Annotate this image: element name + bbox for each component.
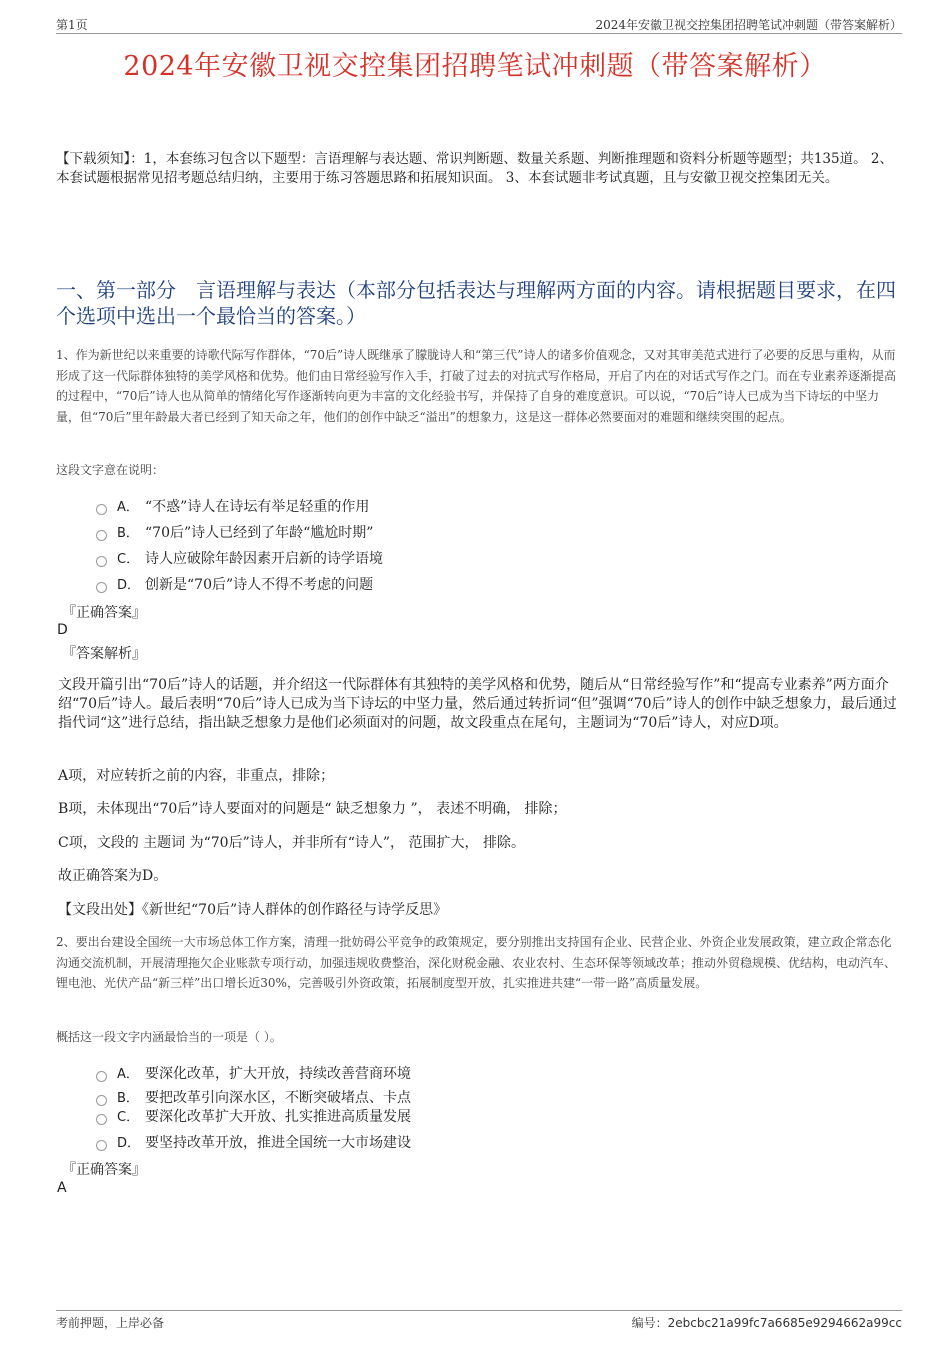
radio-icon[interactable] [96,1140,107,1151]
download-notice: 【下载须知】：1，本套练习包含以下题型：言语理解与表达题、常识判断题、数量关系题、判断推理题和资料分析题等题型；共135道。 2、本套试题根据常见招考题总结归纳，主要用于练习答题思路和拓展知识面。 3、本套试题非考试真题，且与安徽卫视交控集团无关。 [56,151,893,186]
question-2-prompt: 概括这一段文字内涵最恰当的一项是（ ）。 [56,1030,282,1044]
q1-option-b[interactable] [96,522,373,542]
q1-analysis: 文段开篇引出“70后”诗人的话题，并介绍这一代际群体有其独特的美学风格和优势，随后从“日常经验写作”和“提高专业素养”两方面介绍“70后”诗人。最后表明“70后”诗人已成为当下诗坛的中坚力量，然后通过转折词“但”强调“70后”诗人的创作中缺乏想象力，最后通过指代词“这”进行总结，指出缺乏想象力是他们必须面对的问题，故文段重点在尾句，主题词为“70后”诗人，对应D项。 [58,677,897,731]
option-text: “70后”诗人已经到了年龄“尴尬时期” [145,525,374,541]
page-title: 2024年安徽卫视交控集团招聘笔试冲刺题（带答案解析） [123,51,827,82]
q1-answer-label: 『正确答案』 [62,605,146,621]
radio-icon[interactable] [96,582,107,593]
q1-note-b: B项，未体现出“70后”诗人要面对的问题是“ 缺乏想象力 ”， 表述不明确， 排除； [58,801,567,817]
option-text: 要深化改革扩大开放、扎实推进高质量发展 [145,1109,411,1125]
radio-icon[interactable] [96,504,107,515]
q2-answer: A [57,1180,67,1196]
q1-option-c[interactable] [96,548,383,568]
q1-note-c: C项，文段的 主题词 为“70后”诗人，并非所有“诗人”， 范围扩大， 排除。 [58,835,525,851]
q1-answer: D [57,622,68,638]
section-heading: 一、第一部分 言语理解与表达（本部分包括表达与理解两方面的内容。请根据题目要求，在四个选项中选出一个最恰当的答案。） [56,278,896,328]
q1-analysis-label: 『答案解析』 [62,646,146,662]
footer-rule [56,1310,902,1311]
radio-icon[interactable] [96,556,107,567]
question-1-prompt: 这段文字意在说明： [56,463,165,477]
option-letter: B． [117,1091,139,1106]
option-letter: C． [117,1110,140,1125]
option-text: “不惑”诗人在诗坛有举足轻重的作用 [145,499,370,515]
option-letter: D． [117,578,141,593]
q2-option-b[interactable] [96,1087,411,1107]
page-number: 第1页 [56,18,88,32]
header-rule [56,33,902,34]
option-text: 要坚持改革开放，推进全国统一大市场建设 [145,1135,411,1151]
q1-conclusion: 故正确答案为D。 [58,868,168,884]
radio-icon[interactable] [96,530,107,541]
option-letter: A． [117,1067,139,1082]
radio-icon[interactable] [96,1071,107,1082]
question-1-stem: 1、作为新世纪以来重要的诗歌代际写作群体，“70后”诗人既继承了朦胧诗人和“第三代”诗人的诸多价值观念，又对其审美范式进行了必要的反思与重构，从而形成了这一代际群体独特的美学风格和优势。他们由日常经验写作入手，打破了过去的对抗式写作格局，开启了内在的对话式写作之门。而在专业素养逐渐提高的过程中，“70后”诗人也从简单的情绪化写作逐渐转向更为丰富的文化经验书写，并保持了自身的难度意识。可以说，“70后”诗人已成为当下诗坛的中坚力量，但“70后”里年龄最大者已经到了知天命之年，他们的创作中缺乏“溢出”的想象力，这是这一群体必然要面对的难题和继续突围的起点。 [56,348,897,424]
question-2-stem: 2、要出台建设全国统一大市场总体工作方案，清理一批妨碍公平竞争的政策规定，要分别推出支持国有企业、民营企业、外资企业发展政策，建立政企常态化沟通交流机制，开展清理拖欠企业账款专项行动，加强违规收费整治，深化财税金融、农业农村、生态环保等领域改革；推动外贸稳规模、优结构，电动汽车、锂电池、光伏产品“新三样”出口增长近30%，完善吸引外资政策，拓展制度型开放，扎实推进共建“一带一路”高质量发展。 [56,935,897,990]
footer-slogan: 考前押题，上岸必备 [56,1316,165,1330]
q1-source: 【文段出处】《新世纪“70后”诗人群体的创作路径与诗学反思》 [58,902,448,918]
option-letter: B． [117,526,139,541]
q2-answer-label: 『正确答案』 [62,1162,146,1178]
option-text: 诗人应破除年龄因素开启新的诗学语境 [145,551,383,567]
radio-icon[interactable] [96,1095,107,1106]
footer-doc-id: 编号：2ebcbc21a99fc7a6685e9294662a99cc [631,1316,902,1330]
q2-option-c[interactable] [96,1106,411,1126]
q1-note-a: A项，对应转折之前的内容，非重点，排除； [58,768,335,784]
option-letter: A． [117,500,139,515]
radio-icon[interactable] [96,1114,107,1125]
option-text: 要把改革引向深水区，不断突破堵点、卡点 [145,1090,411,1106]
q2-option-d[interactable] [96,1132,411,1152]
option-letter: D． [117,1136,141,1151]
q1-option-a[interactable] [96,496,369,516]
q1-option-d[interactable] [96,574,373,594]
option-text: 创新是“70后”诗人不得不考虑的问题 [145,577,374,593]
running-header [56,14,902,34]
option-letter: C． [117,552,140,567]
q2-option-a[interactable] [96,1063,411,1083]
option-text: 要深化改革，扩大开放，持续改善营商环境 [145,1066,411,1082]
header-doc-title: 2024年安徽卫视交控集团招聘笔试冲刺题（带答案解析） [595,18,902,32]
